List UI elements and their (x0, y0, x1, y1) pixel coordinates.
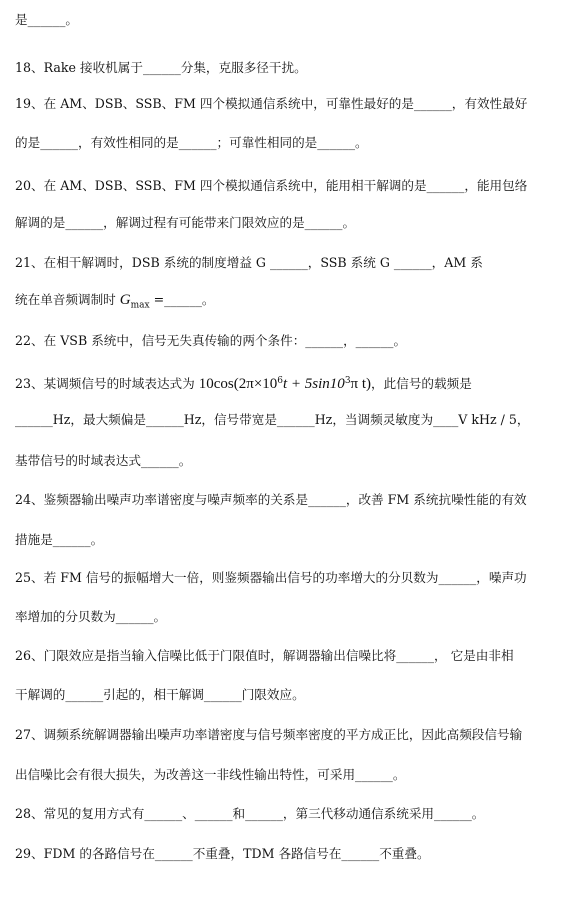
question-24-line-1: 24、鉴频器输出噪声功率谱密度与噪声频率的关系是______，改善 FM 系统抗噪性能的有效 (15, 492, 527, 507)
formula-exp-1: 6 (277, 376, 284, 386)
question-29: 29、FDM 的各路信号在______不重叠，TDM 各路信号在______不重叠。 (15, 846, 430, 861)
gain-symbol: G (119, 292, 131, 308)
question-19-line-1: 19、在 AM、DSB、SSB、FM 四个模拟通信系统中，可靠性最好的是______，有效性最好 (15, 96, 528, 111)
question-23-line-3: 基带信号的时域表达式______。 (15, 453, 192, 468)
question-19-line-2: 的是______，有效性相同的是______；可靠性相同的是______。 (15, 135, 368, 150)
formula-exp-2: 3 (344, 376, 351, 386)
formula-part-1: 10cos(2π×10 (198, 376, 278, 393)
gain-subscript: max (130, 300, 150, 311)
question-21-tail: =______。 (149, 292, 215, 307)
text-line: 是______。 (15, 12, 78, 27)
question-21-line-1: 21、在相干解调时，DSB 系统的制度增益 G ______，SSB 系统 G ______，AM 系 (15, 255, 483, 270)
question-23-text: 23、某调频信号的时域表达式为 (15, 376, 199, 392)
question-21-line-2 (15, 292, 215, 314)
question-25-line-1: 25、若 FM 信号的振幅增大一倍，则鉴频器输出信号的功率增大的分贝数为______，噪声功 (15, 570, 527, 585)
question-27-line-1: 27、调频系统解调器输出噪声功率谱密度与信号频率密度的平方成正比，因此高频段信号输 (15, 727, 523, 742)
question-20-line-2: 解调的是______，解调过程有可能带来门限效应的是______。 (15, 215, 356, 230)
question-24-line-2: 措施是______。 (15, 532, 104, 547)
question-23-line-2: ______Hz，最大频偏是______Hz，信号带宽是______Hz，当调频灵敏度为____V kHz / 5， (15, 412, 530, 427)
formula-part-2: t + 5sin10 (283, 376, 345, 393)
question-25-line-2: 率增加的分贝数为______。 (15, 609, 167, 624)
question-21-text: 统在单音频调制时 (15, 292, 120, 307)
question-27-line-2: 出信噪比会有很大损失，为改善这一非线性输出特性，可采用______。 (15, 767, 406, 782)
question-18: 18、Rake 接收机属于______分集，克服多径干扰。 (15, 60, 307, 75)
question-23-line-1 (15, 373, 472, 392)
question-26-line-2: 干解调的______引起的，相干解调______门限效应。 (15, 687, 305, 702)
question-20-line-1: 20、在 AM、DSB、SSB、FM 四个模拟通信系统中，能用相干解调的是______，能用包络 (15, 178, 528, 193)
question-22: 22、在 VSB 系统中，信号无失真传输的两个条件：______，______。 (15, 333, 407, 348)
question-28: 28、常见的复用方式有______、______和______，第三代移动通信系统采用______。 (15, 806, 485, 821)
formula-part-3: π t) (350, 376, 372, 393)
question-23-tail: ，此信号的载频是 (371, 376, 472, 392)
question-26-line-1: 26、门限效应是指当输入信噪比低于门限值时，解调器输出信噪比将______， 它是由非相 (15, 648, 514, 663)
